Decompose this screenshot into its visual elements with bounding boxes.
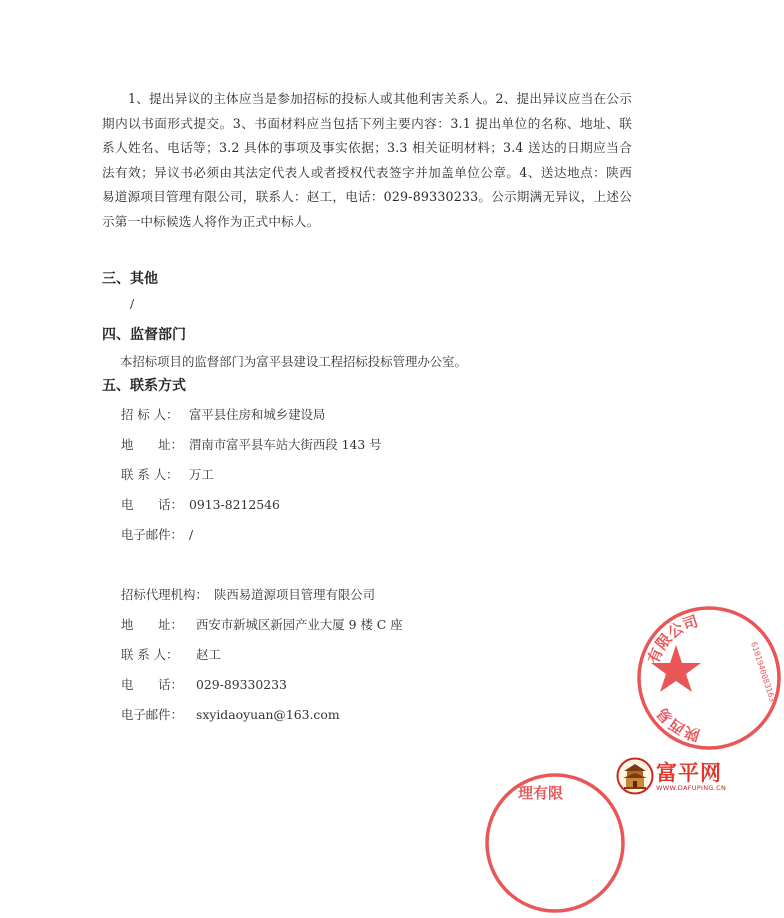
tenderer-contact-label: 联 系 人： [121,467,179,482]
objection-paragraph: 1、提出异议的主体应当是参加招标的投标人或其他利害关系人。2、提出异议应当在公示期内以书面形式提交。3、书面材料应当包括下列主要内容：3.1 提出单位的名称、地址、联系人姓名、电话等；3.2 具体的事项及事实依据；3.3 相关证明材料；3.4 送达的日期应当合法有效；异议书必须由其法定代表人或者授权代表签字并加盖单位公章。4、送达地点：陕西易道源项目管理有限公司，联系人：赵工，电话：029-89330233。公示期满无异议，上述公示第一中标候选人将作为正式中标人。 [102,91,632,229]
tenderer-phone-label: 电 话： [121,497,183,512]
site-url: WWW.DAFUPING.CN [656,784,727,792]
section-3-content: / [130,296,135,311]
tenderer-address-value: 渭南市富平县车站大街西段 143 号 [189,437,382,452]
tenderer-address-row [121,435,382,453]
tenderer-contact-value: 万工 [189,467,214,482]
tenderer-name-row [121,405,325,423]
agency-phone-label: 电 话： [121,677,183,692]
agency-name-row [121,585,375,603]
section-5-title: 五、联系方式 [102,378,186,394]
agency-name-value: 陕西易道源项目管理有限公司 [214,587,376,602]
tenderer-email-row [121,525,193,543]
agency-name-label: 招标代理机构： [121,587,208,602]
tenderer-phone-value: 0913-8212546 [189,497,280,512]
tenderer-phone-row [121,495,280,513]
site-watermark [616,756,746,796]
section-4-title: 四、监督部门 [102,327,186,343]
pagoda-logo-icon [616,756,654,796]
stamp-ring [639,608,779,748]
stamp-side-text: 陕西易 [653,703,702,745]
site-name: 富平网 [656,761,722,785]
agency-address-value: 西安市新城区新园产业大厦 9 楼 C 座 [196,617,403,632]
agency-contact-row [121,645,221,663]
agency-email-value: sxyidaoyuan@163.com [196,707,340,722]
tenderer-name-label: 招 标 人： [121,407,179,422]
agency-phone-row [121,675,287,693]
tenderer-name-value: 富平县住房和城乡建设局 [189,407,326,422]
agency-email-label: 电子邮件： [121,707,183,722]
tenderer-address-label: 地 址： [121,437,183,452]
tenderer-contact-row [121,465,214,483]
official-stamp [634,603,784,753]
agency-phone-value: 029-89330233 [196,677,287,692]
tenderer-email-label: 电子邮件： [121,527,183,542]
agency-contact-value: 赵工 [196,647,221,662]
second-stamp [480,768,630,918]
section-3-title: 三、其他 [102,271,158,287]
agency-address-label: 地 址： [121,617,183,632]
stamp-number: 6101940083163 [749,640,778,704]
tenderer-email-value: / [189,527,194,542]
section-4-content: 本招标项目的监督部门为富平县建设工程招标投标管理办公室。 [120,354,467,369]
stamp-top-text: 有限公司 [644,612,701,667]
agency-address-row [121,615,403,633]
agency-email-row [121,705,340,723]
stamp2-text: 理有限 [518,784,564,802]
agency-contact-label: 联 系 人： [121,647,179,662]
